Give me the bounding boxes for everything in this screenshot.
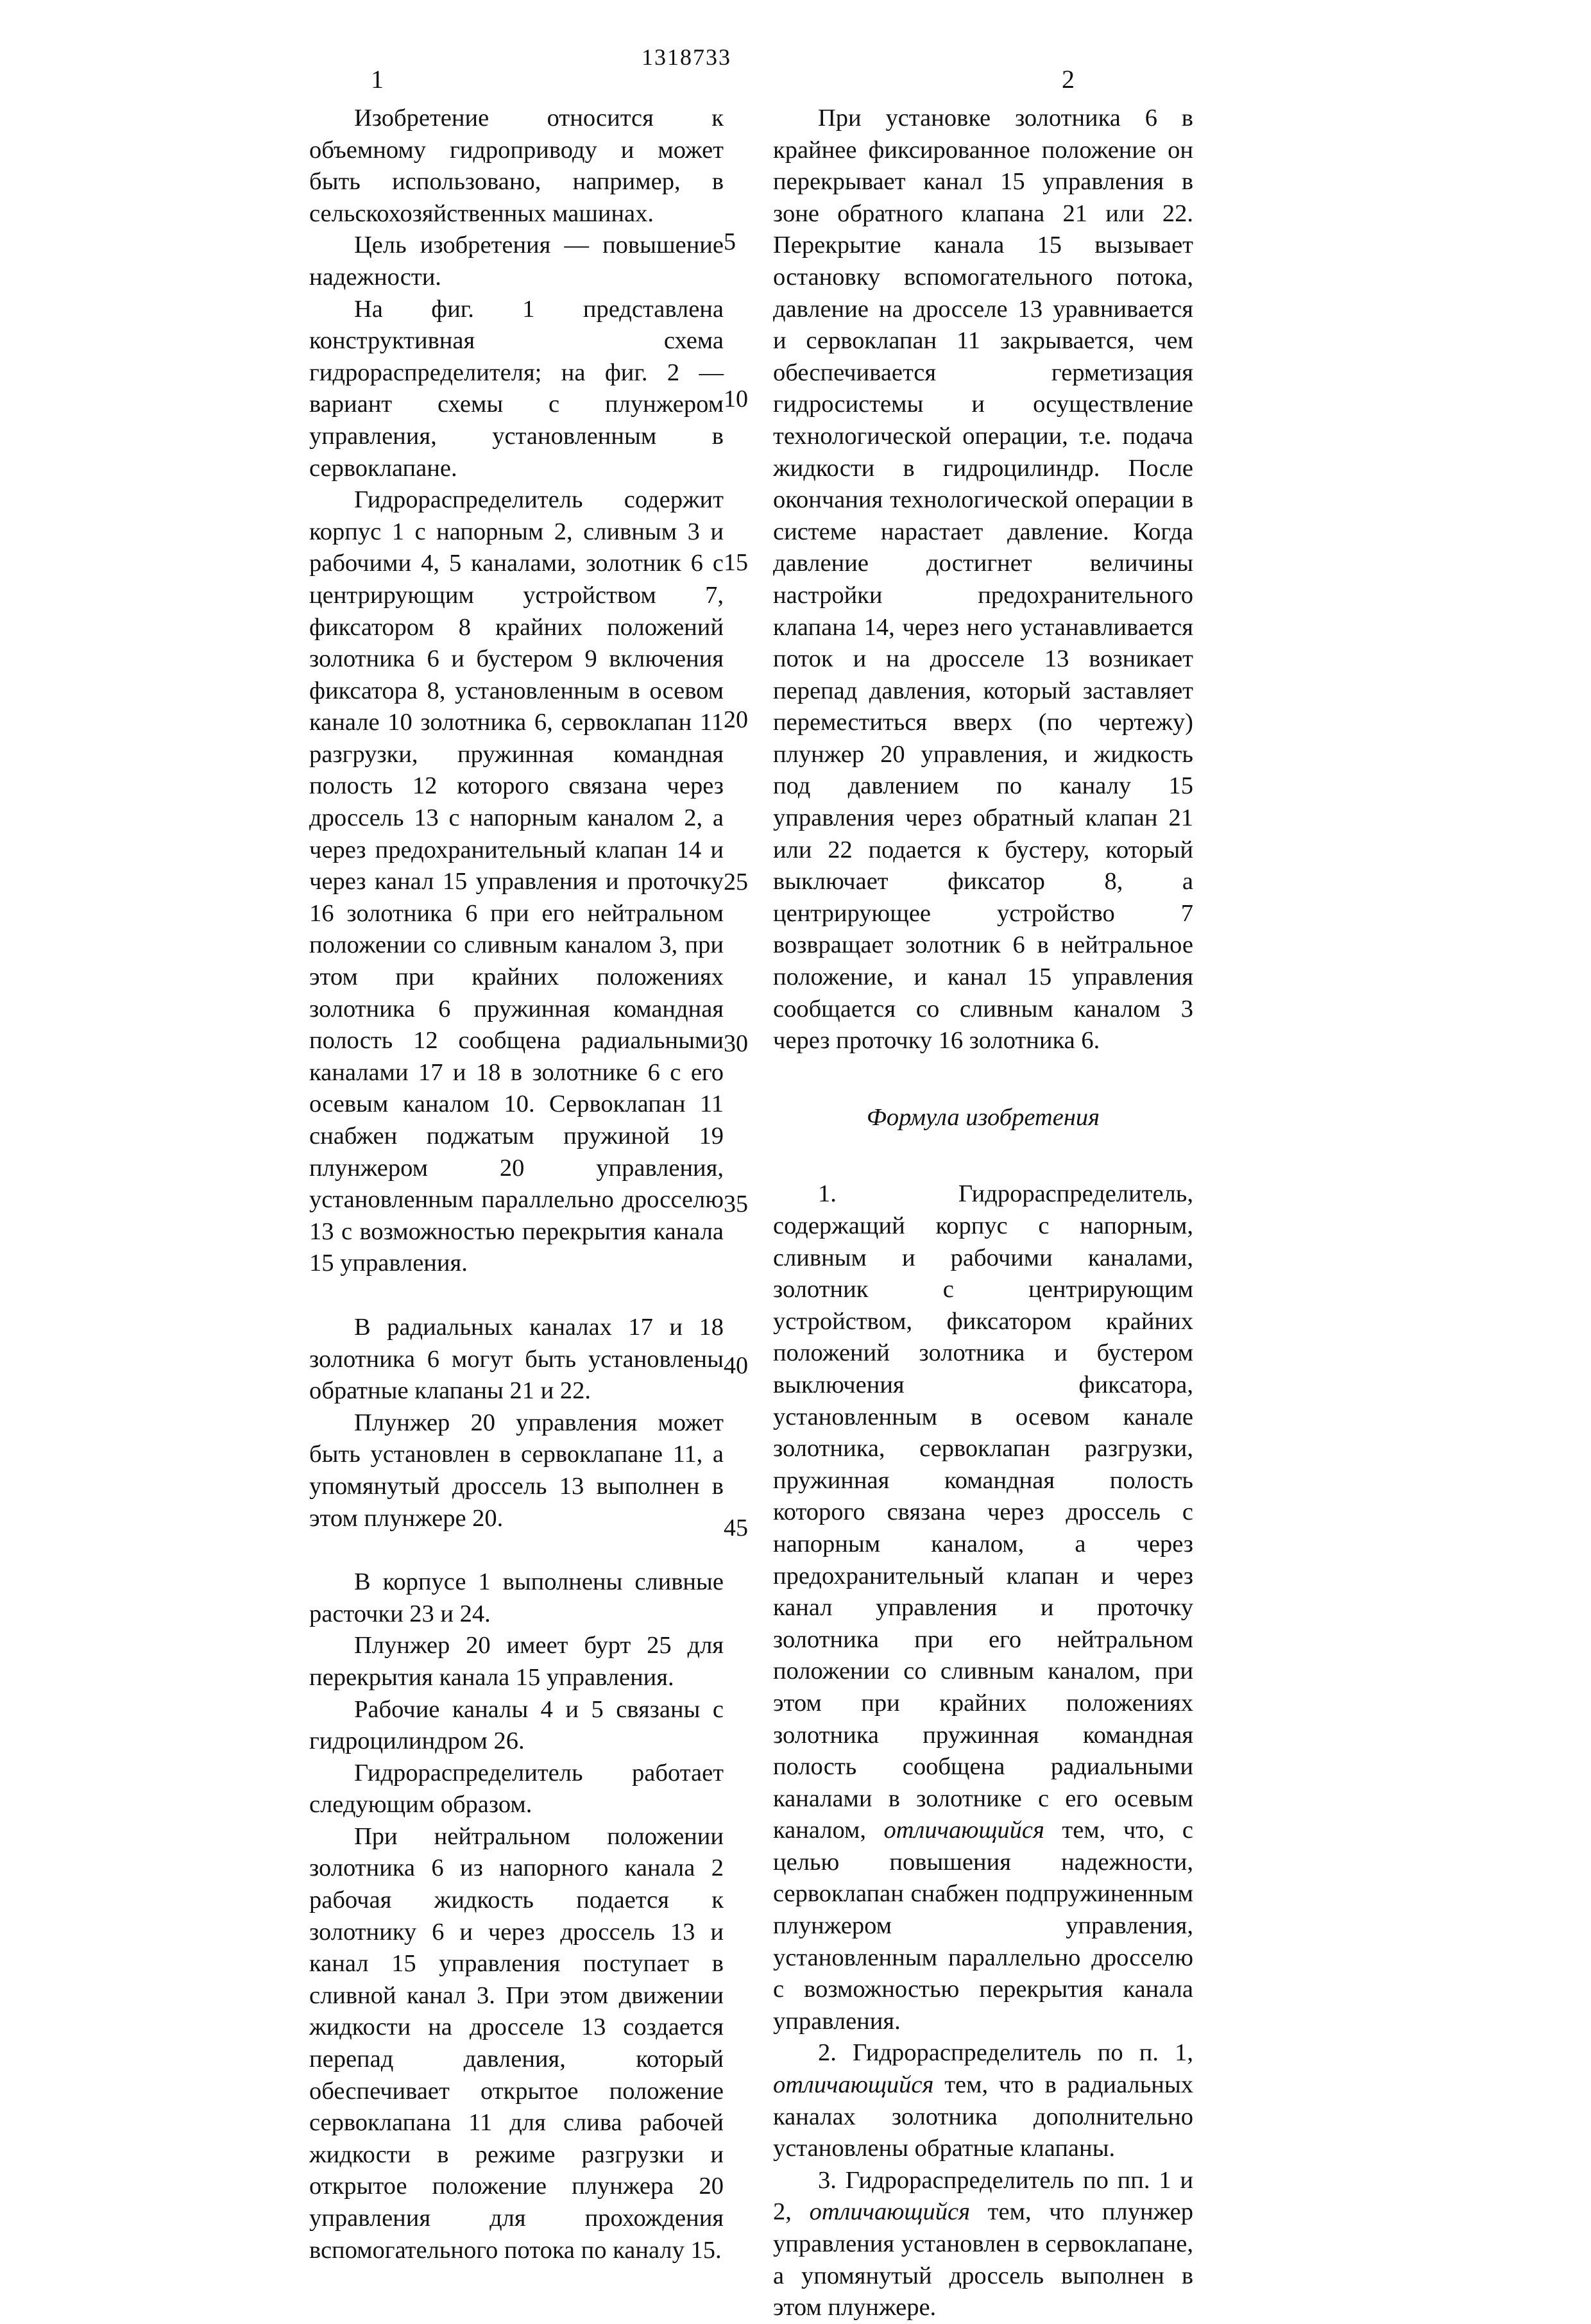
- paragraph-operation-intro: Гидрораспределитель работает следующим образом.: [309, 1758, 724, 1821]
- paragraph-check-valves: В радиальных каналах 17 и 18 золотника 6 могут быть установлены обратные клапаны 21 и 22.: [309, 1312, 724, 1407]
- line-number: 15: [724, 548, 748, 577]
- paragraph-purpose: Цель изобретения — повышение надежности.: [309, 230, 724, 293]
- paragraph-extreme-position: При установке золотника 6 в крайнее фиксированное положение он перекрывает канал 15 управления в зоне обратного клапана 21 или 22. Перекрытие канала 15 вызывает остановку вспомогательного потока, давление на дросселе 13 уравнивается и сервоклапан 11 закрывается, чем обеспечивается герметизация гидросистемы и осуществление технологической операции, т.е. подача жидкости в гидроцилиндр. После окончания технологической операции в системе нарастает давление. Когда давление достигнет величины настройки предохранительного клапана 14, через него устанавливается поток и на дросселе 13 возникает перепад давления, который заставляет переместиться вверх (по чертежу) плунжер 20 управления, и жидкость под давлением по каналу 15 управления через обратный клапан 21 или 22 подается к бустеру, который выключает фиксатор 8, а центрирующее устройство 7 возвращает золотник 6 в нейтральное положение, и канал 15 управления сообщается со сливным каналом 3 через проточку 16 золотника 6.: [773, 103, 1193, 1057]
- column-number-left: 1: [371, 64, 384, 94]
- claim-emphasis: отличающийся: [810, 2198, 970, 2225]
- left-column: [309, 103, 724, 2266]
- claim-emphasis: отличающийся: [773, 2071, 933, 2098]
- line-number: 40: [724, 1352, 748, 1380]
- paragraph-plunger-collar: Плунжер 20 имеет бурт 25 для перекрытия канала 15 управления.: [309, 1630, 724, 1693]
- right-column: [773, 103, 1193, 2324]
- paragraph-drain-bores: В корпусе 1 выполнены сливные расточки 23 и 24.: [309, 1566, 724, 1630]
- paragraph-neutral-position: При нейтральном положении золотника 6 из напорного канала 2 рабочая жидкость подается к золотнику 6 и через дроссель 13 и канал 15 управления поступает в сливной канал 3. При этом движении жидкости на дросселе 13 создается перепад давления, который обеспечивает открытое положение сервоклапана 11 для слива рабочей жидкости в режиме разгрузки и открытое положение плунжера 20 управления для прохождения вспомогательного потока по каналу 15.: [309, 1821, 724, 2266]
- claim-3: [773, 2165, 1193, 2324]
- claim-text: тем, что плунжер управления установлен в сервоклапане, а упомянутый дроссель выполнен в этом плунжере.: [773, 2198, 1193, 2321]
- claim-text: 3. Гидрораспределитель по пп. 1 и 2,: [773, 2167, 1193, 2226]
- paragraph-field: Изобретение относится к объемному гидроприводу и может быть использовано, например, в сельскохозяйственных машинах.: [309, 103, 724, 230]
- line-number: 5: [724, 228, 736, 256]
- paragraph-working-channels: Рабочие каналы 4 и 5 связаны с гидроцилиндром 26.: [309, 1694, 724, 1758]
- paragraph-plunger-variant: Плунжер 20 управления может быть установлен в сервоклапане 11, а упомянутый дроссель 13 выполнен в этом плунжере 20.: [309, 1407, 724, 1534]
- column-number-right: 2: [1062, 64, 1075, 94]
- line-number: 35: [724, 1190, 748, 1218]
- line-number: 20: [724, 706, 748, 734]
- patent-number: 1318733: [642, 44, 731, 71]
- line-number: 25: [724, 868, 748, 896]
- claim-2: [773, 2037, 1193, 2164]
- line-number: 45: [724, 1514, 748, 1542]
- claim-emphasis: отличающийся: [883, 1817, 1044, 1844]
- claims-title: Формула изобретения: [773, 1102, 1193, 1134]
- claim-text: 1. Гидрораспределитель, содержащий корпус с напорным, сливным и рабочими каналами, золотник с центрирующим устройством, фиксатором крайних положений золотника и бустером выключения фиксатора, установленным в осевом канале золотника, сервоклапан разгрузки, пружинная командная полость которого связана через дроссель с напорным каналом, а через предохранительный клапан и через канал управления и проточку золотника при его нейтральном положении со сливным каналом, при этом при крайних положениях золотника пружинная командная полость сообщена радиальными каналами в золотнике с его осевым каналом,: [773, 1180, 1193, 1844]
- line-number: 30: [724, 1030, 748, 1058]
- paragraph-construction: Гидрораспределитель содержит корпус 1 с напорным 2, сливным 3 и рабочими 4, 5 каналами, золотник 6 с центрирующим устройством 7, фиксатором 8 крайних положений золотника 6 и бустером 9 включения фиксатора 8, установленным в осевом канале 10 золотника 6, сервоклапан 11 разгрузки, пружинная командная полость 12 которого связана через дроссель 13 с напорным каналом 2, а через предохранительный клапан 14 и через канал 15 управления и проточку 16 золотника 6 при его нейтральном положении со сливным каналом 3, при этом при крайних положениях золотника 6 пружинная командная полость 12 сообщена радиальными каналами 17 и 18 в золотнике 6 с его осевым каналом 10. Сервоклапан 11 снабжен поджатым пружиной 19 плунжером 20 управления, установленным параллельно дросселю 13 с возможностью перекрытия канала 15 управления.: [309, 484, 724, 1280]
- claim-text: 2. Гидрораспределитель по п. 1,: [818, 2039, 1193, 2066]
- claim-text: тем, что, с целью повышения надежности, сервоклапан снабжен подпружиненным плунжером управления, установленным параллельно дросселю с возможностью перекрытия канала управления.: [773, 1817, 1193, 2035]
- claim-text: тем, что в радиальных каналах золотника дополнительно установлены обратные клапаны.: [773, 2071, 1193, 2162]
- paragraph-figures: На фиг. 1 представлена конструктивная схема гидрораспределителя; на фиг. 2 — вариант схемы с плунжером управления, установленным в сервоклапане.: [309, 294, 724, 485]
- claim-1: [773, 1178, 1193, 2037]
- line-number: 10: [724, 385, 748, 413]
